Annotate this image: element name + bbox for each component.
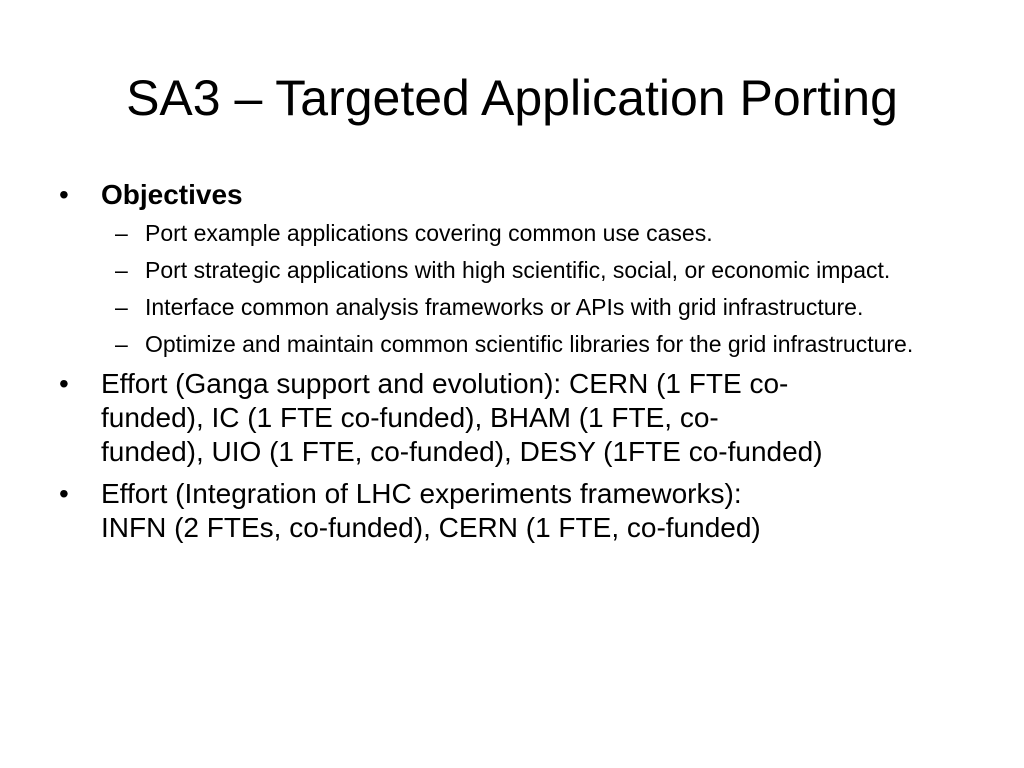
objectives-heading: Objectives bbox=[101, 179, 243, 210]
slide-title: SA3 – Targeted Application Porting bbox=[126, 70, 898, 126]
bullet-effort-ganga bbox=[56, 367, 976, 469]
objective-text: Interface common analysis frameworks or APIs with grid infrastructure. bbox=[145, 294, 864, 320]
bullet-marker: • bbox=[59, 478, 69, 509]
effort-line: Effort (Integration of LHC experiments frameworks): bbox=[101, 478, 742, 509]
dash-marker: – bbox=[115, 331, 128, 357]
objective-item bbox=[56, 292, 976, 322]
effort-line: funded), IC (1 FTE co-funded), BHAM (1 FTE, co- bbox=[101, 402, 719, 433]
dash-marker: – bbox=[115, 294, 128, 320]
objective-text: Port strategic applications with high scientific, social, or economic impact. bbox=[145, 257, 891, 283]
objective-item bbox=[56, 329, 976, 359]
bullet-effort-lhc bbox=[56, 477, 976, 545]
objective-text: Optimize and maintain common scientific libraries for the grid infrastructure. bbox=[145, 331, 914, 357]
objective-text: Port example applications covering common use cases. bbox=[145, 220, 713, 246]
objectives-list bbox=[56, 218, 976, 359]
objective-item bbox=[56, 255, 976, 285]
dash-marker: – bbox=[115, 220, 128, 246]
bullet-marker: • bbox=[59, 179, 69, 210]
effort-line: Effort (Ganga support and evolution): CERN (1 FTE co- bbox=[101, 368, 789, 399]
effort-line: funded), UIO (1 FTE, co-funded), DESY (1FTE co-funded) bbox=[101, 436, 823, 467]
bullet-marker: • bbox=[59, 368, 69, 399]
slide-content bbox=[56, 178, 976, 553]
bullet-objectives bbox=[56, 178, 976, 212]
effort-line: INFN (2 FTEs, co-funded), CERN (1 FTE, co-funded) bbox=[101, 512, 761, 543]
objective-item bbox=[56, 218, 976, 248]
dash-marker: – bbox=[115, 257, 128, 283]
